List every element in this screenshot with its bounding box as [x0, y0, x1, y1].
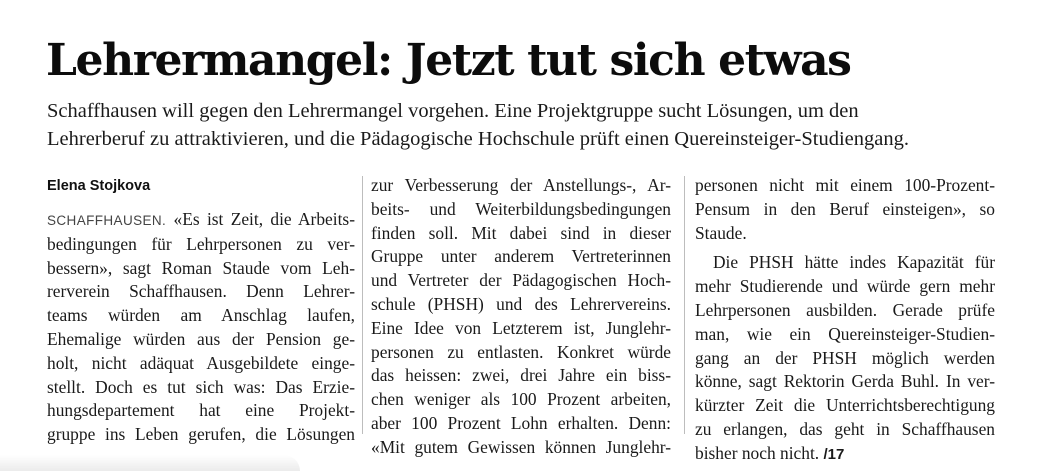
- article-line: holt, nicht adäquat Ausgebildete einge-: [47, 352, 355, 373]
- article-column-3: [695, 174, 995, 467]
- article-line: Staude.: [695, 222, 747, 243]
- lead-line: Lehrerberuf zu attraktivieren, und die Pädagogische Hochschule prüft einen Quereinsteiger-Studiengang.: [47, 128, 909, 150]
- article-line: finden soll. Mit dabei sind in dieser: [371, 222, 671, 243]
- article-line: beits- und Weiterbildungsbedingungen: [371, 198, 671, 219]
- article-line: bessern», sagt Roman Staude vom Leh-: [47, 257, 355, 278]
- article-line: [695, 442, 995, 467]
- article-column-1: [47, 208, 355, 447]
- article-line: Ehemalige würden aus der Pension ge-: [47, 328, 355, 349]
- article-line: bedingungen für Lehrpersonen zu ver-: [47, 233, 355, 254]
- headline: Lehrermangel: Jetzt tut sich etwas: [46, 35, 851, 86]
- article-line: personen nicht mit einem 100-Prozent-: [695, 175, 995, 195]
- article-line: und Vertreter der Pädagogischen Hoch-: [371, 270, 671, 291]
- article-line: gruppe ins Leben gerufen, die Lösungen: [47, 424, 355, 445]
- article-line: aber 100 Prozent Lohn erhalten. Denn:: [371, 412, 671, 433]
- end-mark: /17: [823, 445, 845, 463]
- article-column-2: [371, 174, 671, 460]
- article-line: Die PHSH hätte indes Kapazität für: [713, 252, 995, 273]
- article-line: hungsdepartement hat eine Projekt-: [47, 400, 355, 421]
- article-line: «Mit gutem Gewissen können Junglehr-: [371, 436, 671, 457]
- article-line: mehr Studierende und würde gern mehr: [695, 276, 995, 297]
- article-line: stellt. Doch es tut sich was: Das Erzie-: [47, 376, 355, 397]
- article-line: gang an der PHSH möglich werden: [695, 347, 995, 368]
- column-divider: [362, 176, 363, 434]
- article-line: Eine Idee von Letzterem ist, Junglehr-: [371, 317, 671, 338]
- article-line: könne, sagt Rektorin Gerda Buhl. In ver-: [695, 371, 995, 392]
- lead-line: Schaffhausen will gegen den Lehrermangel vorgehen. Eine Projektgruppe sucht Lösungen, um den: [47, 100, 859, 122]
- article-line-text: «Es ist Zeit, die Arbeits-: [173, 209, 355, 229]
- article-line: chen weniger als 100 Prozent arbeiten,: [371, 389, 671, 410]
- article-line: Pensum in den Beruf einsteigen», so: [695, 198, 995, 219]
- lead-paragraph: [47, 97, 1027, 153]
- page-edge-shadow: [0, 455, 300, 471]
- article-line-text: bisher noch nicht.: [695, 442, 820, 463]
- article-line: Gruppe unter anderem Vertreterinnen: [371, 246, 671, 267]
- article-line: man, wie ein Quereinsteiger-Studien-: [695, 323, 995, 344]
- article-line: personen zu entlasten. Konkret würde: [371, 341, 671, 362]
- article-line: rerverein Schaffhausen. Denn Lehrer-: [47, 281, 355, 302]
- article-line: zu erlangen, das geht in Schaffhausen: [695, 418, 995, 439]
- column-divider: [684, 176, 685, 434]
- article-line: schule (PHSH) und des Lehrervereins.: [371, 293, 671, 314]
- dateline: SCHAFFHAUSEN.: [47, 213, 167, 228]
- article-line: [47, 208, 355, 233]
- author-byline: Elena Stojkova: [47, 178, 151, 194]
- article-line: Lehrpersonen ausbilden. Gerade prüfe: [695, 299, 995, 320]
- article-line: zur Verbesserung der Anstellungs-, Ar-: [371, 175, 671, 195]
- article-line: teams würden am Anschlag laufen,: [47, 305, 355, 326]
- article-line: das heissen: zwei, drei Jahre ein biss-: [371, 365, 671, 386]
- article-line: kürzter Zeit die Unterrichtsberechtigung: [695, 395, 995, 416]
